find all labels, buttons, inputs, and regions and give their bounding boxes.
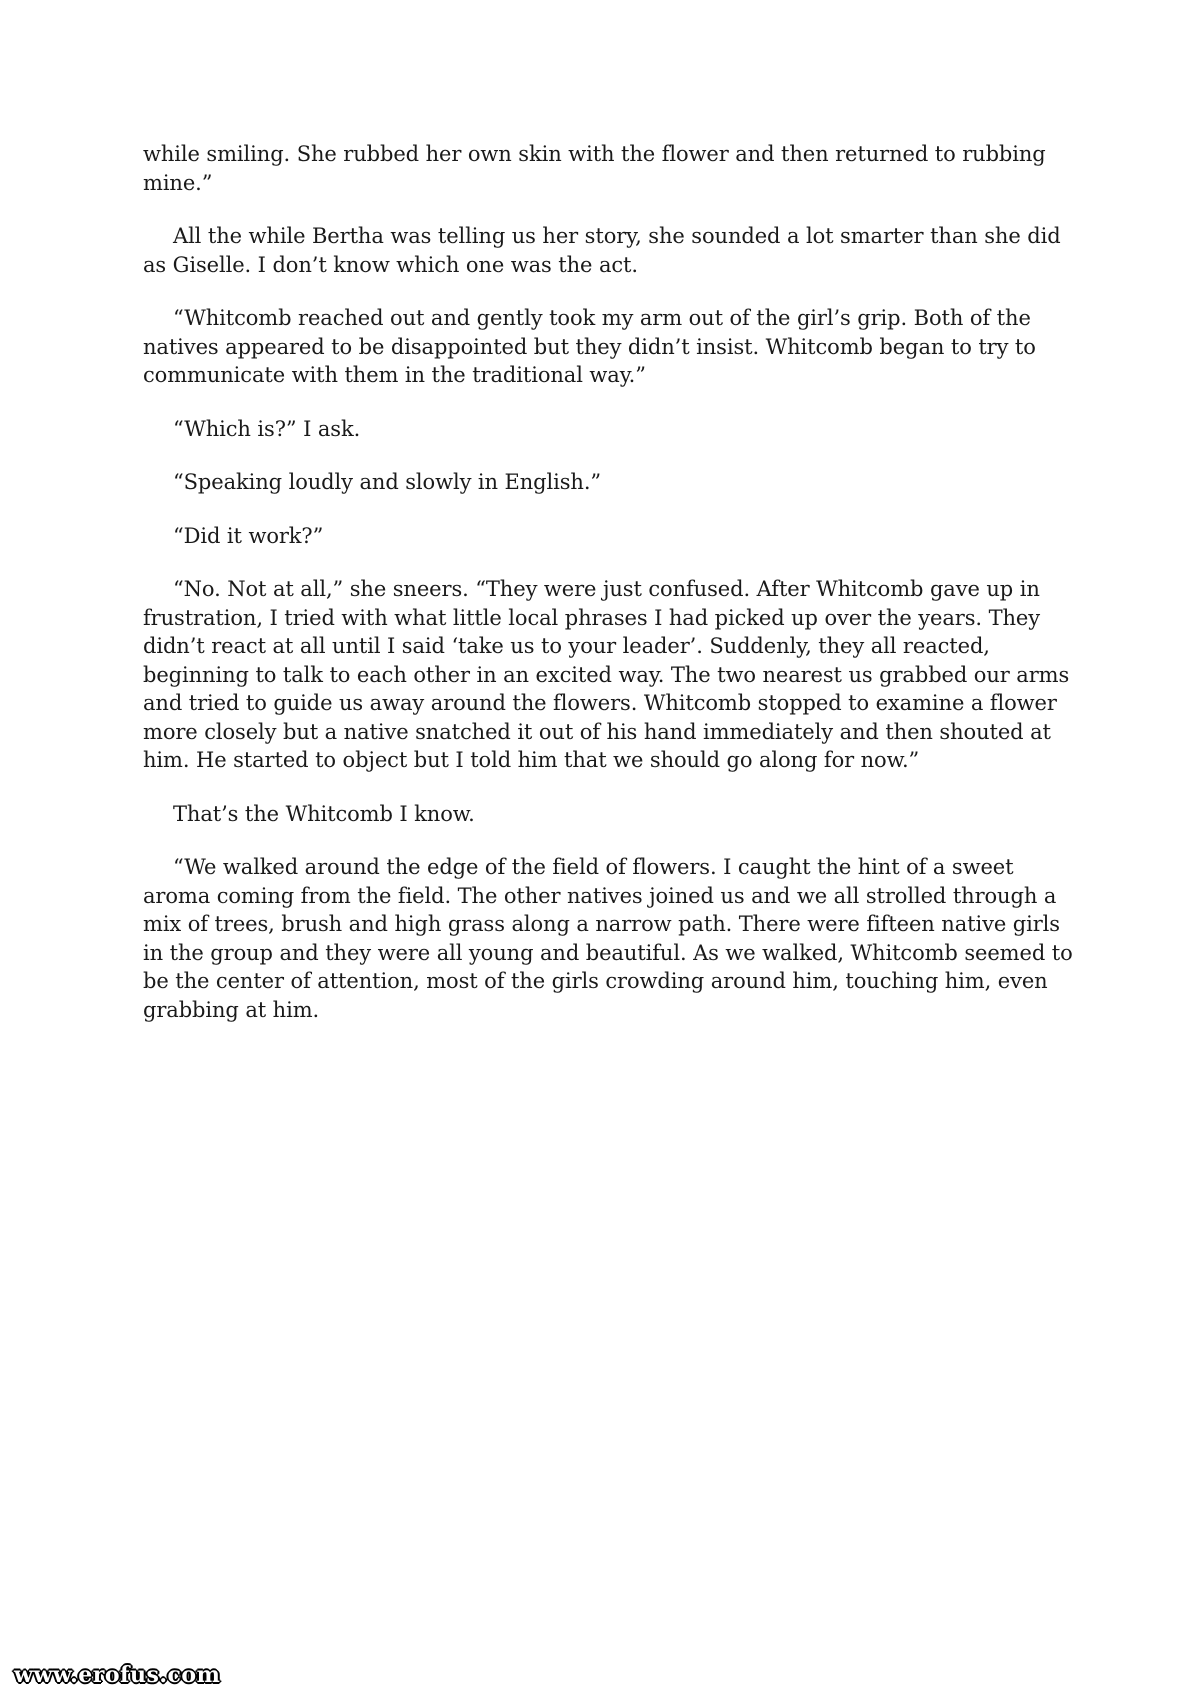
site-watermark: www.erofus.com — [14, 1662, 221, 1688]
paragraph: “Which is?” I ask. — [173, 416, 361, 441]
paragraph: “Whitcomb reached out and gently took my arm out of the girl’s grip. Both of the natives appeared to be disappointed but they didn’t insist. Whitcomb began to try to communicate with them in the traditional way.” — [143, 306, 1036, 387]
story-text — [143, 140, 1073, 1049]
paragraph: while smiling. She rubbed her own skin with the flower and then returned to rubbing mine.” — [143, 142, 1046, 195]
paragraph: That’s the Whitcomb I know. — [173, 801, 475, 826]
paragraph: “No. Not at all,” she sneers. “They were just confused. After Whitcomb gave up in frustration, I tried with what little local phrases I had picked up over the years. They didn’t react at all until I said ‘take us to your leader’. Suddenly, they all reacted, beginning to talk to each other in an excited way. The two nearest us grabbed our arms and tried to guide us away around the flowers. Whitcomb stopped to examine a flower more closely but a native snatched it out of his hand immediately and then shouted at him. He started to object but I told him that we should go along for now.” — [143, 577, 1070, 772]
paragraph: All the while Bertha was telling us her story, she sounded a lot smarter than she did as Giselle. I don’t know which one was the act. — [143, 224, 1061, 277]
paragraph: “Speaking loudly and slowly in English.” — [173, 470, 602, 494]
paragraph: “We walked around the edge of the field of flowers. I caught the hint of a sweet aroma coming from the field. The other natives joined us and we all strolled through a mix of trees, brush and high grass along a narrow path. There were fifteen native girls in the group and they were all young and beautiful. As we walked, Whitcomb seemed to be the center of attention, most of the girls crowding around him, touching him, even grabbing at him. — [143, 855, 1073, 1022]
paragraph: “Did it work?” — [173, 523, 324, 548]
